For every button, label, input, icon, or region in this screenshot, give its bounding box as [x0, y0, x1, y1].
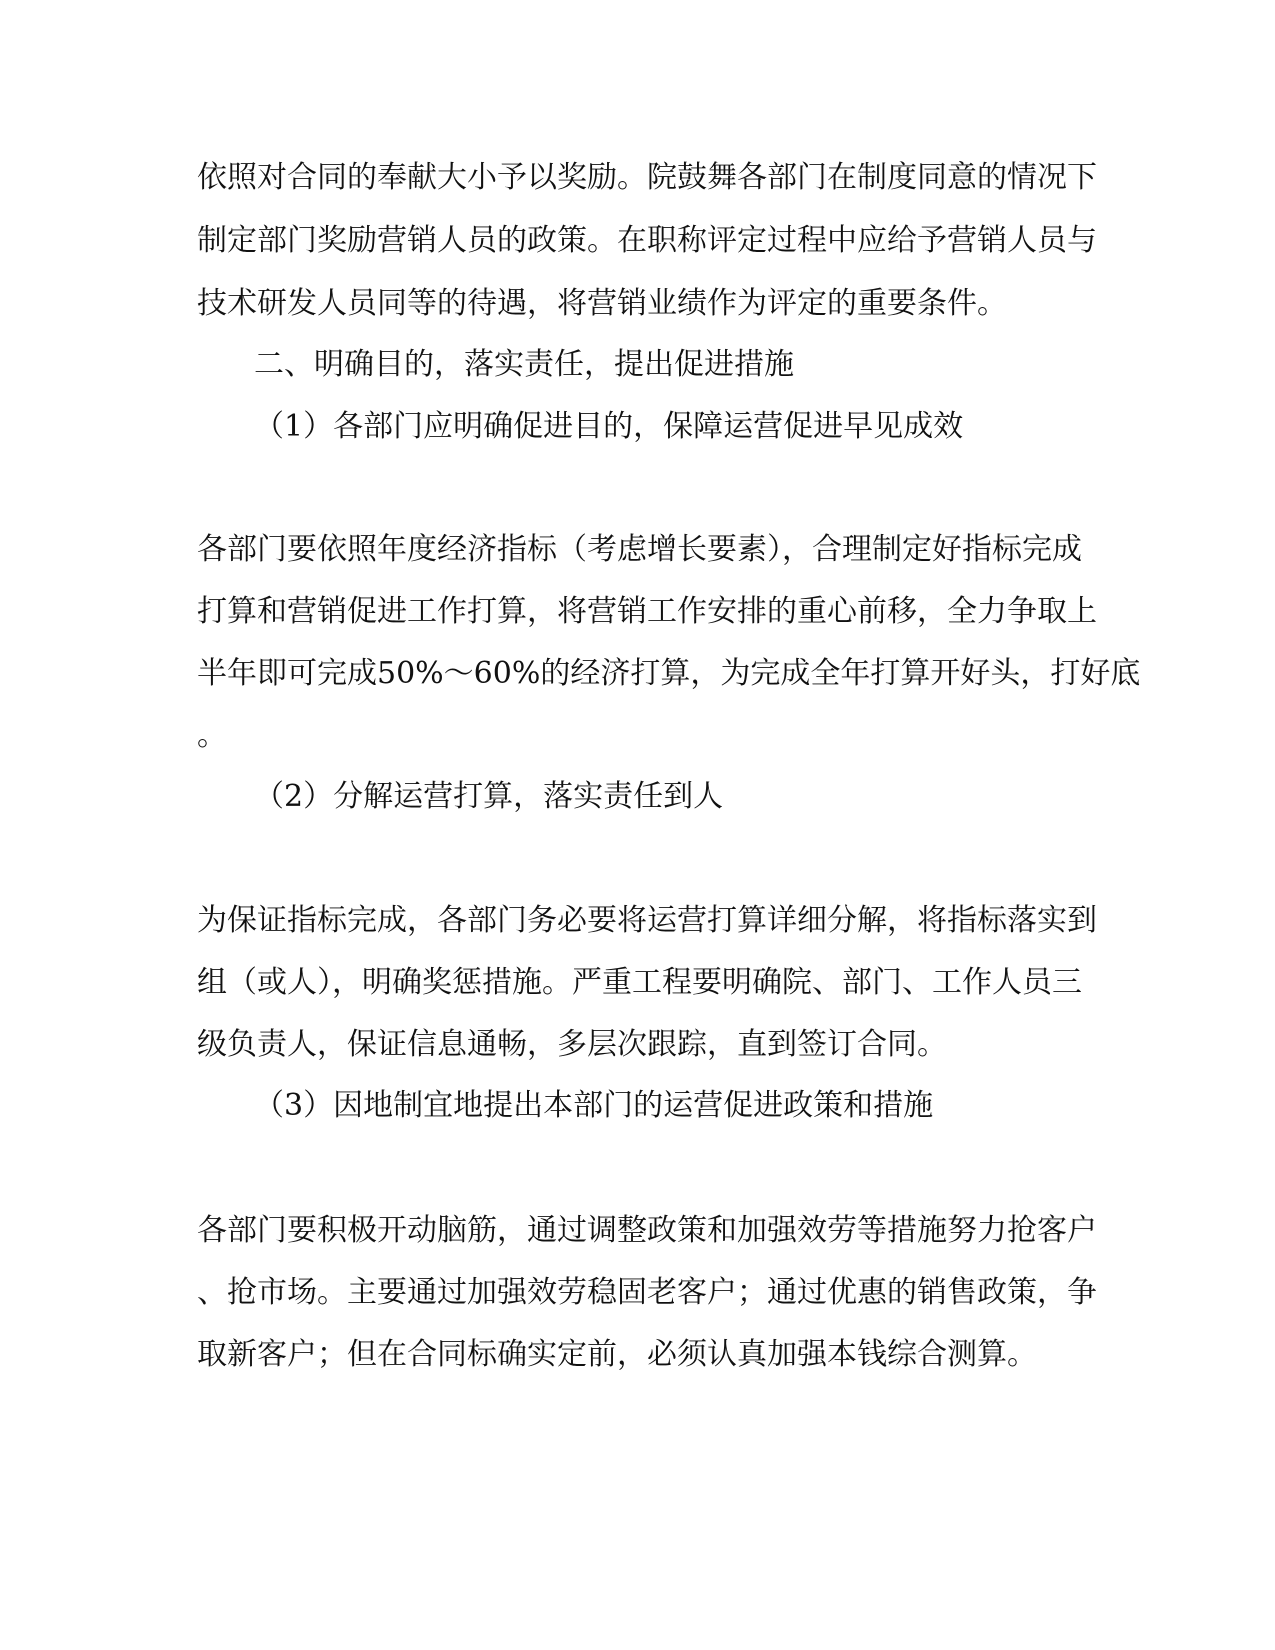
paragraph-line: 、抢市场。主要通过加强效劳稳固老客户；通过优惠的销售政策，争 [197, 1275, 1097, 1310]
paragraph-line: 组（或人），明确奖惩措施。严重工程要明确院、部门、工作人员三 [197, 965, 1082, 1000]
subsection-heading: （2）分解运营打算，落实责任到人 [254, 779, 724, 814]
paragraph-line: 打算和营销促进工作打算，将营销工作安排的重心前移，全力争取上 [197, 594, 1097, 629]
section-heading: 二、明确目的，落实责任，提出促进措施 [254, 347, 794, 382]
paragraph-line: 依照对合同的奉献大小予以奖励。院鼓舞各部门在制度同意的情况下 [197, 160, 1097, 195]
paragraph-line: 。 [197, 718, 227, 753]
paragraph-line: 为保证指标完成，各部门务必要将运营打算详细分解，将指标落实到 [197, 903, 1097, 938]
paragraph-line: 半年即可完成50%～60%的经济打算，为完成全年打算开好头，打好底 [197, 656, 1141, 691]
paragraph-line: 级负责人，保证信息通畅，多层次跟踪，直到签订合同。 [197, 1027, 947, 1062]
paragraph-line: 取新客户；但在合同标确实定前，必须认真加强本钱综合测算。 [197, 1337, 1037, 1372]
paragraph-line: 各部门要积极开动脑筋，通过调整政策和加强效劳等措施努力抢客户 [197, 1213, 1097, 1248]
paragraph-line: 技术研发人员同等的待遇，将营销业绩作为评定的重要条件。 [197, 286, 1007, 321]
subsection-heading: （3）因地制宜地提出本部门的运营促进政策和措施 [254, 1088, 934, 1123]
paragraph-line: 制定部门奖励营销人员的政策。在职称评定过程中应给予营销人员与 [197, 223, 1097, 258]
subsection-heading: （1）各部门应明确促进目的，保障运营促进早见成效 [254, 409, 964, 444]
paragraph-line: 各部门要依照年度经济指标（考虑增长要素），合理制定好指标完成 [197, 532, 1082, 567]
